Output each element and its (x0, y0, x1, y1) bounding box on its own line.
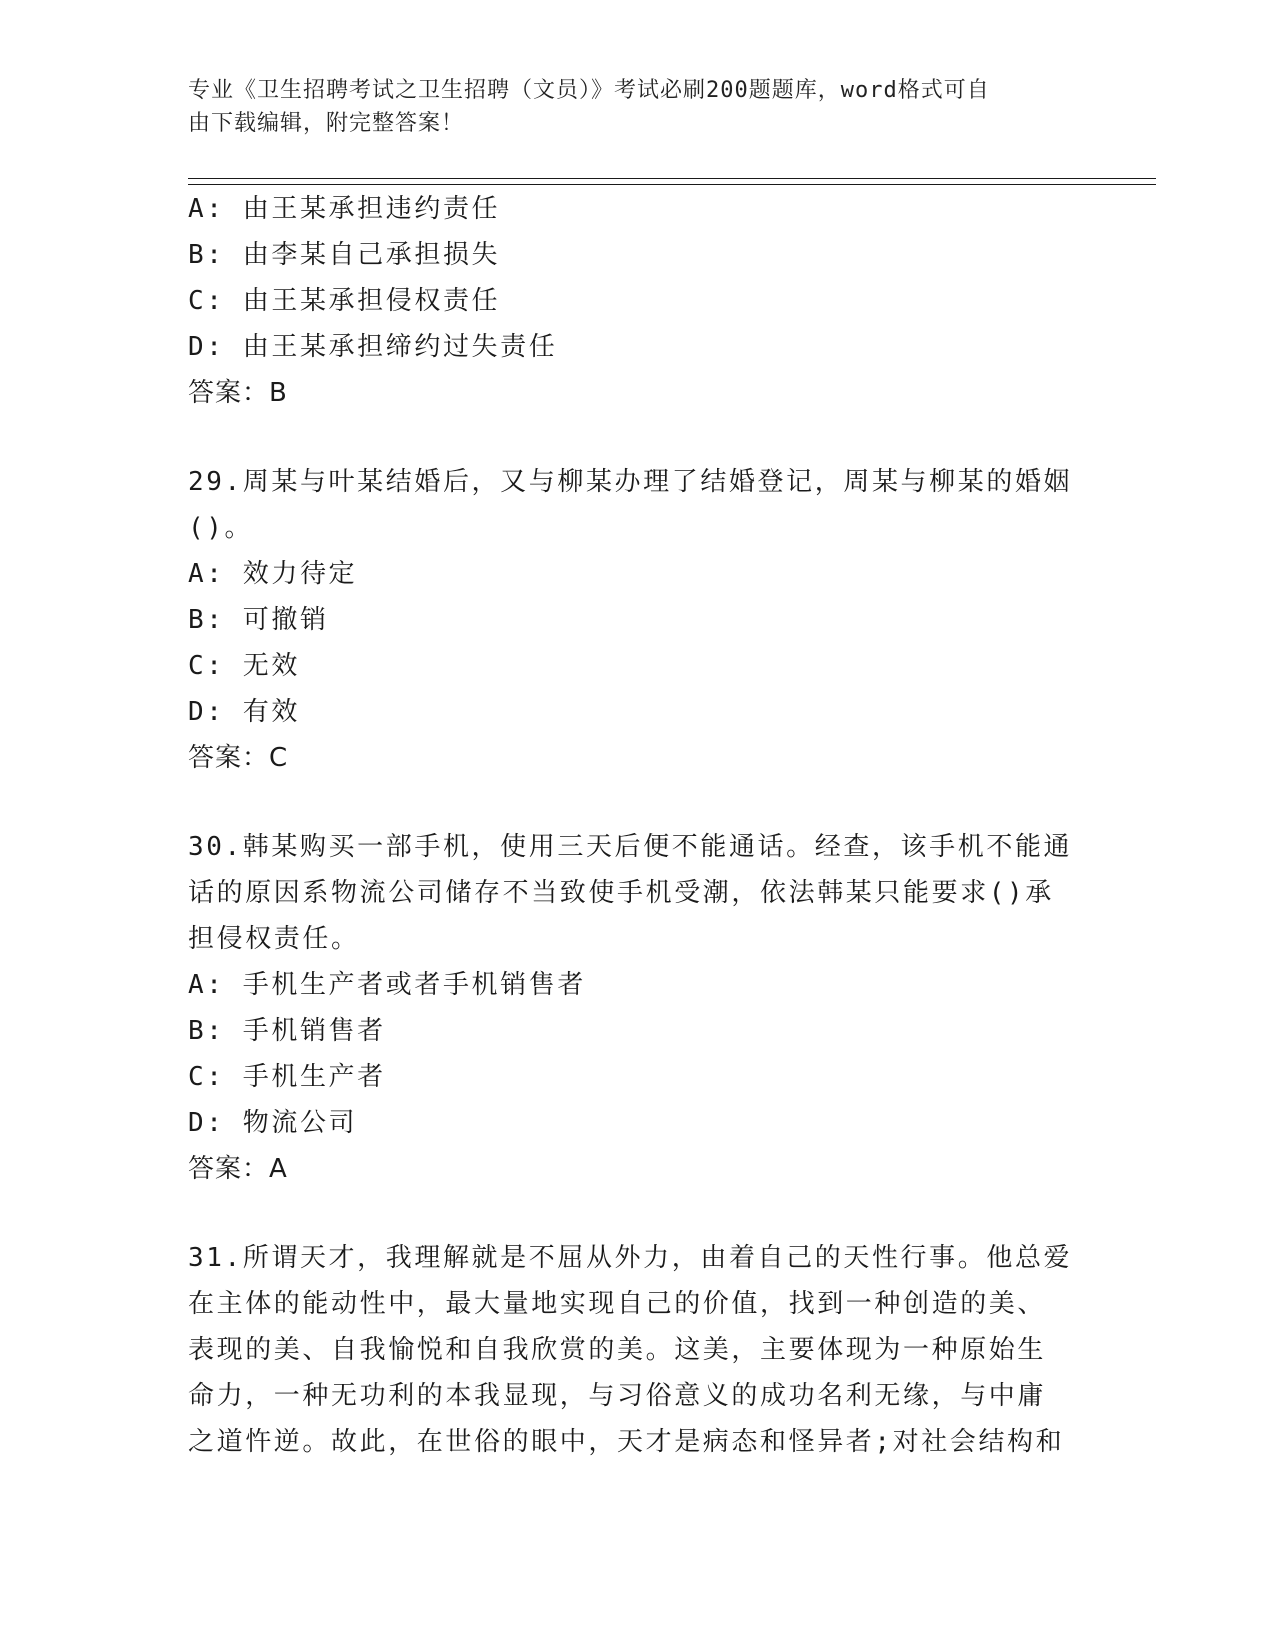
option-c: C: 由王某承担侵权责任 (188, 286, 501, 316)
answer-line: 答案：A (188, 1154, 288, 1184)
question-stem-line: 表现的美、自我愉悦和自我欣赏的美。这美，主要体现为一种原始生 (188, 1335, 1047, 1365)
question-spacer (188, 781, 1088, 824)
question-28 (188, 186, 1088, 416)
question-stem-line: 在主体的能动性中，最大量地实现自己的价值，找到一种创造的美、 (188, 1289, 1047, 1319)
question-stem-line: 30.韩某购买一部手机，使用三天后便不能通话。经查，该手机不能通 (188, 832, 1073, 862)
header-title-line-1: 专业《卫生招聘考试之卫生招聘（文员）》考试必刷200题题库，word格式可自 (188, 78, 990, 103)
option-c: C: 无效 (188, 651, 300, 681)
option-a: A: 手机生产者或者手机销售者 (188, 970, 586, 1000)
question-stem-line: 31.所谓天才，我理解就是不屈从外力，由着自己的天性行事。他总爱 (188, 1243, 1073, 1273)
question-stem-line: 之道忤逆。故此，在世俗的眼中，天才是病态和怪异者;对社会结构和 (188, 1427, 1065, 1457)
question-spacer (188, 1192, 1088, 1235)
option-b: B: 手机销售者 (188, 1016, 386, 1046)
question-content (188, 186, 1088, 1465)
answer-line: 答案：C (188, 743, 289, 773)
header-divider-bottom (188, 184, 1156, 185)
question-29 (188, 459, 1088, 781)
header-divider-top (188, 178, 1156, 179)
option-b: B: 由李某自己承担损失 (188, 240, 501, 270)
question-30 (188, 824, 1088, 1192)
question-stem-line: 担侵权责任。 (188, 924, 360, 954)
question-31 (188, 1235, 1088, 1465)
option-d: D: 物流公司 (188, 1108, 358, 1138)
option-d: D: 有效 (188, 697, 300, 727)
option-a: A: 由王某承担违约责任 (188, 194, 501, 224)
question-stem-line: ()。 (188, 513, 254, 543)
question-spacer (188, 416, 1088, 459)
answer-line: 答案：B (188, 378, 288, 408)
question-stem-line: 话的原因系物流公司储存不当致使手机受潮，依法韩某只能要求()承 (188, 878, 1054, 908)
question-stem-line: 29.周某与叶某结婚后，又与柳某办理了结婚登记，周某与柳某的婚姻 (188, 467, 1073, 497)
option-c: C: 手机生产者 (188, 1062, 386, 1092)
document-header (188, 74, 1078, 140)
question-stem-line: 命力，一种无功利的本我显现，与习俗意义的成功名利无缘，与中庸 (188, 1381, 1047, 1411)
option-b: B: 可撤销 (188, 605, 329, 635)
option-d: D: 由王某承担缔约过失责任 (188, 332, 558, 362)
header-title-line-2: 由下载编辑，附完整答案！ (188, 111, 465, 136)
option-a: A: 效力待定 (188, 559, 358, 589)
